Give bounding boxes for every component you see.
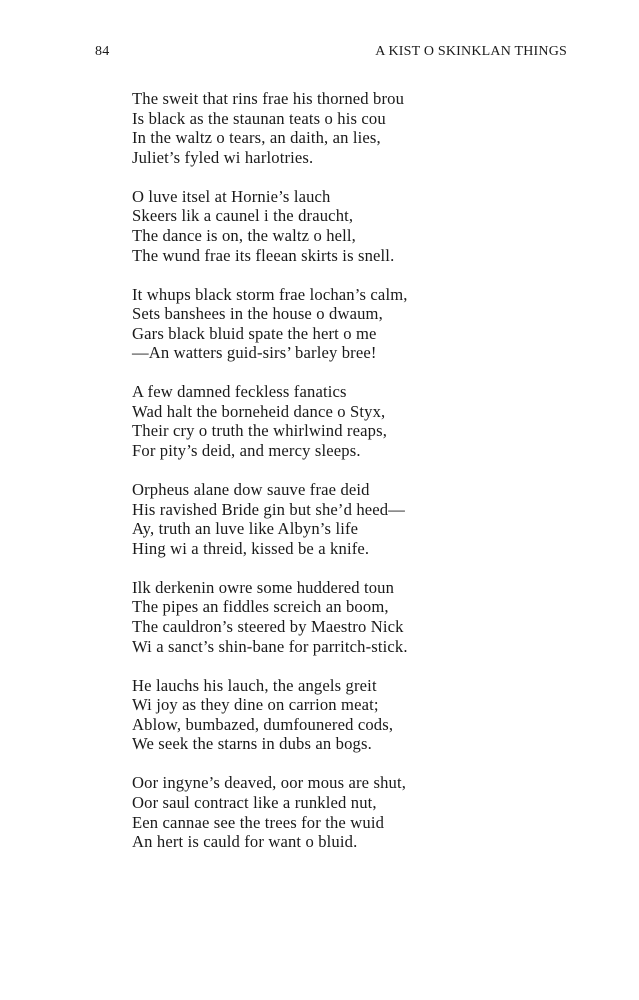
poem-line: Ilk derkenin owre some huddered toun bbox=[132, 577, 395, 597]
poem-line: —An watters guid-sirs’ barley bree! bbox=[132, 343, 377, 363]
running-header bbox=[95, 44, 567, 64]
stanza-7 bbox=[132, 676, 572, 754]
poem-line: Wi joy as they dine on carrion meat; bbox=[132, 695, 379, 715]
poem-line: We seek the starns in dubs an bogs. bbox=[132, 734, 372, 754]
poem-line: Oor ingyne’s deaved, oor mous are shut, bbox=[132, 773, 407, 793]
poem-line: Sets banshees in the house o dwaum, bbox=[132, 304, 383, 324]
stanza-5 bbox=[132, 480, 572, 558]
poem-line: Ablow, bumbazed, dumfounered cods, bbox=[132, 714, 394, 734]
poem-line: The sweit that rins frae his thorned brou bbox=[132, 89, 405, 108]
poem-line: In the waltz o tears, an daith, an lies, bbox=[132, 128, 381, 148]
poem-line: Gars black bluid spate the hert o me bbox=[132, 323, 377, 343]
poem-line: He lauchs his lauch, the angels greit bbox=[132, 675, 377, 695]
poem-line: The pipes an fiddles screich an boom, bbox=[132, 597, 389, 617]
poem-line: The wund frae its fleean skirts is snell. bbox=[132, 245, 395, 265]
poem-line: O luve itsel at Hornie’s lauch bbox=[132, 186, 331, 206]
poem-line: His ravished Bride gin but she’d heed— bbox=[132, 499, 405, 519]
poem-line: Hing wi a threid, kissed be a knife. bbox=[132, 538, 370, 558]
poem-line: Wad halt the borneheid dance o Styx, bbox=[132, 401, 386, 421]
poem-line: Wi a sanct’s shin-bane for parritch-stick. bbox=[132, 636, 408, 656]
poem-line: For pity’s deid, and mercy sleeps. bbox=[132, 441, 361, 461]
poem-line: Is black as the staunan teats o his cou bbox=[132, 108, 386, 128]
running-title: A KIST O SKINKLAN THINGS bbox=[375, 44, 567, 59]
poem-line: Orpheus alane dow sauve frae deid bbox=[132, 480, 370, 500]
poem-line: Skeers lik a caunel i the draucht, bbox=[132, 206, 354, 226]
poem-line: Ay, truth an luve like Albyn’s life bbox=[132, 519, 359, 539]
poem-line: It whups black storm frae lochan’s calm, bbox=[132, 284, 408, 304]
stanza-4 bbox=[132, 382, 572, 460]
poem-line: An hert is cauld for want o bluid. bbox=[132, 832, 358, 852]
poem-line: A few damned feckless fanatics bbox=[132, 382, 347, 402]
stanza-2 bbox=[132, 187, 572, 265]
poem-line: Juliet’s fyled wi harlotries. bbox=[132, 147, 314, 167]
poem-line: Een cannae see the trees for the wuid bbox=[132, 812, 385, 832]
stanza-6 bbox=[132, 578, 572, 656]
stanza-1 bbox=[132, 89, 572, 167]
poem-line: The cauldron’s steered by Maestro Nick bbox=[132, 617, 404, 637]
page-number: 84 bbox=[95, 44, 110, 59]
poem-line: Oor saul contract like a runkled nut, bbox=[132, 792, 377, 812]
poem-body bbox=[132, 89, 572, 871]
poem-line: The dance is on, the waltz o hell, bbox=[132, 225, 356, 245]
stanza-3 bbox=[132, 285, 572, 363]
stanza-8 bbox=[132, 773, 572, 851]
poem-line: Their cry o truth the whirlwind reaps, bbox=[132, 421, 387, 441]
